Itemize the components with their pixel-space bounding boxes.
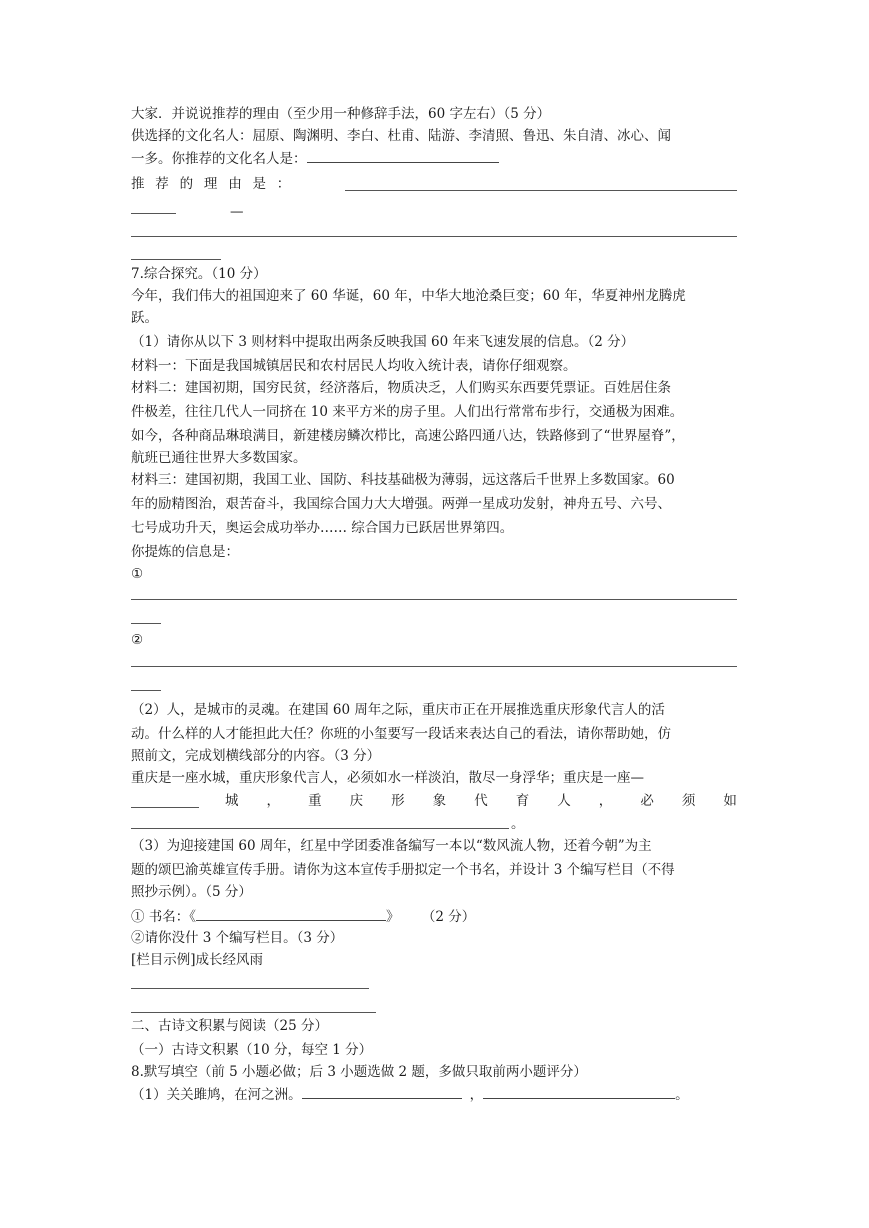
q7-sub2-line-3: 照前文，完成划横线部分的内容。（3 分） [131, 748, 381, 764]
q8-1-blank-2[interactable] [483, 1084, 675, 1099]
spokesperson-blank[interactable] [131, 828, 509, 829]
book-name-label: ① 书名：《 [131, 909, 197, 925]
material-3-line-3: 七号成功升天，奥运会成功举办…… 综合国力已跃居世界第四。 [131, 520, 514, 536]
q7-sub3-line-3: 照抄示例）。（5 分） [131, 884, 252, 900]
book-name-blank[interactable] [196, 906, 386, 921]
answer-2-blank[interactable] [131, 666, 737, 667]
answer-1-blank-tail[interactable] [131, 623, 161, 624]
q6-line-1: 大家．并说说推荐的理由（至少用一种修辞手法，60 字左右）（5 分） [131, 106, 551, 122]
q7-title: 7.综合探究。（10 分） [131, 266, 267, 282]
q7-sub3-line-1: （3）为迎接建国 60 周年，红星中学团委准备编写一本以“数风流人物，还着今朝”为主 [131, 838, 652, 854]
reason-label: 推 荐 的 理 由 是 ： [131, 176, 291, 192]
q7-intro-2: 跃。 [131, 310, 158, 326]
answer-1-blank[interactable] [131, 599, 737, 600]
reason-blank-2[interactable] [131, 213, 176, 214]
material-1: 材料一：下面是我国城镇居民和农村居民人均收入统计表，请你仔细观察。 [131, 358, 577, 374]
q8-title: 8.默写填空（前 5 小题必做；后 3 小题选做 2 题，多做只取前两小题评分） [131, 1064, 587, 1080]
book-name-line [131, 906, 475, 927]
material-2-line-2: 件极差，往往几代人一同挤在 10 来平方米的房子里。人们出行常常布步行，交通极为困难。 [131, 404, 684, 420]
q7-sub2-line-1: （2）人，是城市的灵魂。在建国 60 周年之际，重庆市正在开展推选重庆形象代言人的活 [131, 702, 665, 718]
q6-line-3 [131, 148, 499, 169]
column-example: [栏目示例]成长经风雨 [131, 952, 264, 968]
column-blank-2[interactable] [131, 1012, 376, 1013]
answer-mark-1: ① [131, 566, 144, 582]
q8-1-end: 。 [675, 1087, 689, 1103]
q6-recommend-label: 一多。你推荐的文化名人是： [131, 151, 307, 167]
material-2-line-1: 材料二：建国初期，国穷民贫，经济落后，物质决乏，人们购买东西要凭票证。百姓居住条 [131, 380, 671, 396]
q6-line-2: 供选择的文化名人：屈原、陶渊明、李白、杜甫、陆游、李清照、鲁迅、朱自清、冰心、闻 [131, 128, 671, 144]
column-blank-1[interactable] [131, 988, 369, 989]
recommend-name-blank[interactable] [307, 148, 499, 163]
material-2-line-3: 如今，各种商品琳琅满目，新建楼房鳞次栉比，高速公路四通八达，铁路修到了“世界屋脊”， [131, 428, 685, 444]
q7-sub2-spaced-line: 城 ， 重 庆 形 象 代 育 人 ， 必 须 如 [225, 793, 737, 809]
material-2-line-4: 航班已通往世界大多数国家。 [131, 450, 307, 466]
spokesperson-period: 。 [511, 816, 525, 832]
reason-blank-4[interactable] [131, 259, 221, 260]
columns-label: ②请你没什 3 个编写栏目。（3 分） [131, 930, 344, 946]
answer-mark-2: ② [131, 632, 144, 648]
part2-section-1: （一）古诗文积累（10 分，每空 1 分） [131, 1042, 373, 1058]
q8-1-comma: ， [469, 1087, 484, 1103]
reason-blank-3[interactable] [131, 236, 737, 237]
q8-1-line [131, 1084, 689, 1105]
q7-sub3-line-2: 题的颂巴渝英雄宣传手册。请你为这本宣传手册拟定一个书名，并设计 3 个编写栏目（不得 [131, 862, 675, 878]
part2-title: 二、古诗文积累与阅读（25 分） [131, 1018, 328, 1034]
q8-1-blank-1[interactable] [302, 1084, 462, 1099]
book-name-close: 》 [386, 909, 400, 925]
q7-sub2-line-2: 动。什么样的人才能担此大任？你班的小玺要写一段话来表达自己的看法，请你帮助她，仿 [131, 726, 671, 742]
material-3-line-2: 年的励精图治，艰苦奋斗，我国综合国力大大增强。两弹一星成功发射，神舟五号、六号、 [131, 496, 671, 512]
answer-2-blank-tail[interactable] [131, 690, 161, 691]
city-blank[interactable] [131, 807, 199, 808]
q7-sub1: （1）请你从以下 3 则材料中提取出两条反映我国 60 年来飞速发展的信息。（2 分） [131, 334, 635, 350]
book-name-score: （2 分） [421, 909, 476, 925]
q8-1-prompt: （1）关关雎鸠，在河之洲。 [131, 1087, 302, 1103]
extract-label: 你提炼的信息是： [131, 544, 239, 560]
reason-blank-1[interactable] [345, 190, 737, 191]
q7-intro-1: 今年，我们伟大的祖国迎来了 60 华诞，60 年，中华大地沧桑巨变；60 年，华夏神州龙腾虎 [131, 288, 686, 304]
reason-dash: — [230, 204, 244, 220]
material-3-line-1: 材料三：建国初期，我国工业、国防、科技基础极为薄弱，远这落后千世界上多数国家。60 [131, 472, 675, 488]
q7-sub2-line-4: 重庆是一座水城，重庆形象代言人，必须如水一样淡泊，散尽一身浮华；重庆是一座— [131, 770, 644, 786]
